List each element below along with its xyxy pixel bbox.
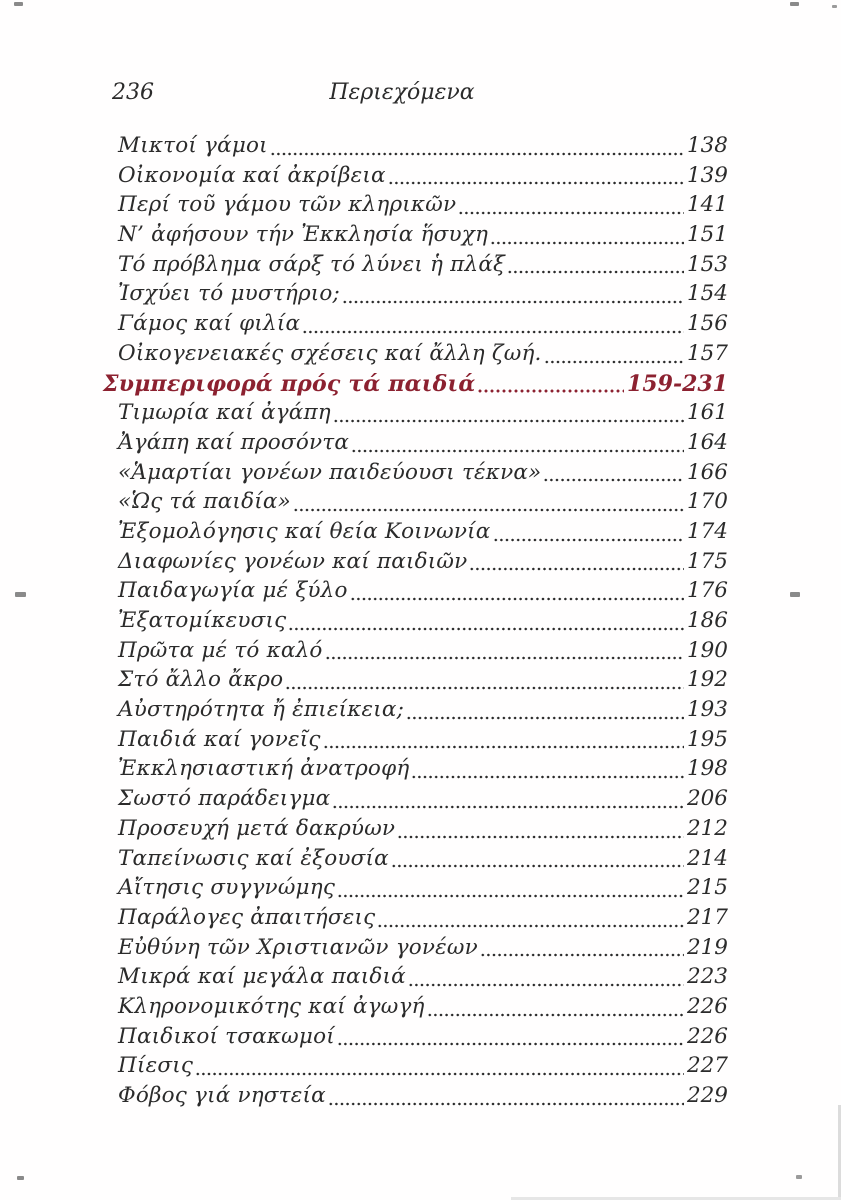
toc-entry-title: «Ὡς τά παιδία» [118, 489, 291, 515]
toc-entry-title: Ν’ ἀφήσουν τήν Ἐκκλησία ἥσυχη [118, 222, 489, 248]
dot-leader [458, 192, 684, 222]
toc-entry-title: Αὐστηρότητα ἤ ἐπιείκεια; [118, 697, 405, 723]
scan-mark-top-left [14, 2, 23, 6]
dot-leader [408, 964, 684, 994]
toc-entry-page: 223 [686, 964, 728, 990]
toc-entry [103, 489, 728, 519]
dot-leader [195, 1053, 684, 1083]
toc-entry [103, 460, 728, 490]
dot-leader [388, 163, 684, 193]
toc-entry-page: 215 [686, 875, 728, 901]
toc-entry-title: Μικτοί γάμοι [118, 133, 268, 158]
dot-leader [397, 816, 684, 846]
toc-entry-title: Ἐξομολόγησις καί θεία Κοινωνία [118, 518, 491, 544]
running-header: Περιεχόμενα [329, 80, 475, 105]
toc-entry-title: Τιμωρία καί ἀγάπη [118, 400, 331, 426]
toc-entry-title: «Ἁμαρτίαι γονέων παιδεύουσι τέκνα» [118, 459, 542, 485]
toc-entry-title: Ἀγάπη καί προσόντα [118, 429, 350, 455]
dot-leader [411, 756, 684, 786]
toc-entry-page: 198 [686, 756, 728, 782]
toc-entry-title: Μικρά καί μεγάλα παιδιά [118, 964, 406, 990]
dot-leader [325, 638, 684, 668]
toc-entry [103, 430, 728, 460]
toc-entry-page: 195 [686, 726, 728, 752]
dot-leader [342, 281, 684, 311]
toc-entry-title: Τό πρόβλημα σάρξ τό λύνει ἡ πλάξ [118, 251, 506, 277]
toc-entry [103, 578, 728, 608]
toc-section-heading [103, 371, 728, 401]
page-number: 236 [112, 80, 154, 105]
toc-entry [103, 638, 728, 668]
scan-mark-top-right [790, 2, 799, 6]
scan-speck-top-right [832, 5, 837, 8]
toc-entry-title: Προσευχή μετά δακρύων [118, 815, 396, 841]
toc-entry [103, 549, 728, 579]
toc-entry-title: Περί τοῦ γάμου τῶν κληρικῶν [118, 192, 457, 218]
toc-entry-page: 214 [686, 845, 728, 871]
toc-entry-page: 154 [686, 281, 728, 307]
toc-entry-title: Παιδαγωγία μέ ξύλο [118, 578, 348, 604]
toc-entry-page: 219 [686, 934, 728, 960]
scan-mark-mid-left [15, 592, 26, 597]
dot-leader [302, 311, 684, 341]
toc-entry-title: Στό ἄλλο ἄκρο [118, 667, 284, 693]
toc-entry-page: 175 [686, 548, 728, 574]
toc-entry [103, 964, 728, 994]
toc-entry [103, 133, 728, 163]
dot-leader [544, 341, 684, 371]
toc-entry-page: 157 [686, 340, 728, 366]
toc-entry-page: 170 [686, 489, 728, 515]
dot-leader [377, 905, 684, 935]
dot-leader [333, 400, 684, 430]
dot-leader [323, 727, 684, 757]
dot-leader [406, 697, 684, 727]
toc-entry-page: 226 [686, 993, 728, 1019]
toc-entry [103, 163, 728, 193]
toc-entry-title: Ἐξατομίκευσις [118, 608, 287, 633]
scan-mark-mid-right [790, 592, 800, 597]
toc-entry [103, 846, 728, 876]
toc-entry-page: 159-231 [627, 370, 728, 397]
toc-entry-title: Συμπεριφορά πρός τά παιδιά [103, 370, 476, 397]
toc-entry-page: 156 [686, 311, 728, 337]
toc-entry-page: 227 [686, 1053, 728, 1079]
toc-entry-title: Εὐθύνη τῶν Χριστιανῶν γονέων [118, 934, 478, 960]
toc-entry-page: 174 [686, 518, 728, 544]
dot-leader [507, 252, 684, 282]
dot-leader [480, 935, 684, 965]
scan-mark-bottom-right [796, 1175, 802, 1179]
dot-leader [328, 1083, 684, 1113]
toc-entry [103, 192, 728, 222]
toc-entry-title: Κληρονομικότης καί ἀγωγή [118, 993, 425, 1019]
toc-entry-page: 212 [686, 815, 728, 841]
toc-entry-title: Οἰκονομία καί ἀκρίβεια [118, 162, 386, 188]
toc-entry [103, 252, 728, 282]
page-header [103, 80, 737, 112]
toc-entry-title: Ταπείνωσις καί ἐξουσία [118, 845, 389, 871]
toc-entry-title: Διαφωνίες γονέων καί παιδιῶν [118, 548, 468, 574]
toc-entry [103, 400, 728, 430]
toc-entry [103, 1053, 728, 1083]
toc-entry-page: 141 [686, 192, 728, 218]
toc-entry [103, 935, 728, 965]
toc-entry [103, 727, 728, 757]
toc-entry-title: Σωστό παράδειγμα [118, 786, 331, 812]
toc-entry-page: 206 [686, 786, 728, 812]
toc-entry-page: 229 [686, 1083, 728, 1108]
toc-entry-title: Πρῶτα μέ τό καλό [118, 637, 323, 663]
toc-entry-title: Αἴτησις συγγνώμης [118, 875, 336, 901]
dot-leader [543, 460, 684, 490]
toc-entry [103, 756, 728, 786]
toc-entry-title: Παιδικοί τσακωμοί [118, 1023, 335, 1049]
toc-entry-page: 176 [686, 578, 728, 604]
toc-entry-title: Φόβος γιά νηστεία [118, 1083, 326, 1108]
dot-leader [469, 549, 684, 579]
toc-entry-title: Παράλογες ἀπαιτήσεις [118, 904, 376, 930]
toc-entry-title: Πίεσις [118, 1053, 194, 1079]
toc-entry [103, 667, 728, 697]
toc-entry-page: 161 [686, 400, 728, 426]
toc-entry-page: 153 [686, 251, 728, 277]
toc-entry-title: Παιδιά καί γονεῖς [118, 726, 321, 752]
dot-leader [490, 222, 684, 252]
toc-entry [103, 222, 728, 252]
toc-entry-page: 192 [686, 667, 728, 693]
dot-leader [293, 489, 684, 519]
dot-leader [285, 667, 684, 697]
toc-entry-page: 193 [686, 697, 728, 723]
toc-entry-title: Ἰσχύει τό μυστήριο; [118, 281, 341, 307]
scan-mark-bottom-left [17, 1176, 24, 1180]
toc-entry [103, 519, 728, 549]
toc-entry-page: 166 [686, 459, 728, 485]
dot-leader [351, 430, 684, 460]
toc-entry-page: 226 [686, 1023, 728, 1049]
toc-entry-page: 217 [686, 904, 728, 930]
toc-entry [103, 1024, 728, 1054]
toc-entry [103, 608, 728, 638]
toc-entry-page: 190 [686, 637, 728, 663]
toc-entry [103, 786, 728, 816]
toc-entry [103, 341, 728, 371]
dot-leader [427, 994, 684, 1024]
toc-entry-page: 164 [686, 429, 728, 455]
toc-entry-page: 138 [686, 133, 728, 158]
toc-entry-title: Γάμος καί φιλία [118, 311, 301, 337]
toc-entry [103, 816, 728, 846]
dot-leader [332, 786, 684, 816]
toc-entry-title: Οἰκογενειακές σχέσεις καί ἄλλη ζωή. [118, 340, 542, 366]
toc-entry [103, 905, 728, 935]
toc-entry [103, 994, 728, 1024]
dot-leader [337, 875, 684, 905]
toc-entry-page: 186 [686, 608, 728, 633]
dot-leader [391, 846, 684, 876]
toc-entry [103, 875, 728, 905]
toc-list [103, 133, 728, 1113]
dot-leader [337, 1024, 684, 1054]
dot-leader [270, 133, 684, 163]
toc-entry [103, 697, 728, 727]
dot-leader [350, 578, 684, 608]
dot-leader [493, 519, 684, 549]
dot-leader [477, 371, 624, 401]
toc-entry [103, 311, 728, 341]
toc-entry [103, 281, 728, 311]
toc-entry-page: 151 [686, 222, 728, 248]
toc-entry [103, 1083, 728, 1113]
toc-entry-page: 139 [686, 162, 728, 188]
toc-entry-title: Ἐκκλησιαστική ἀνατροφή [118, 756, 410, 782]
dot-leader [288, 608, 684, 638]
